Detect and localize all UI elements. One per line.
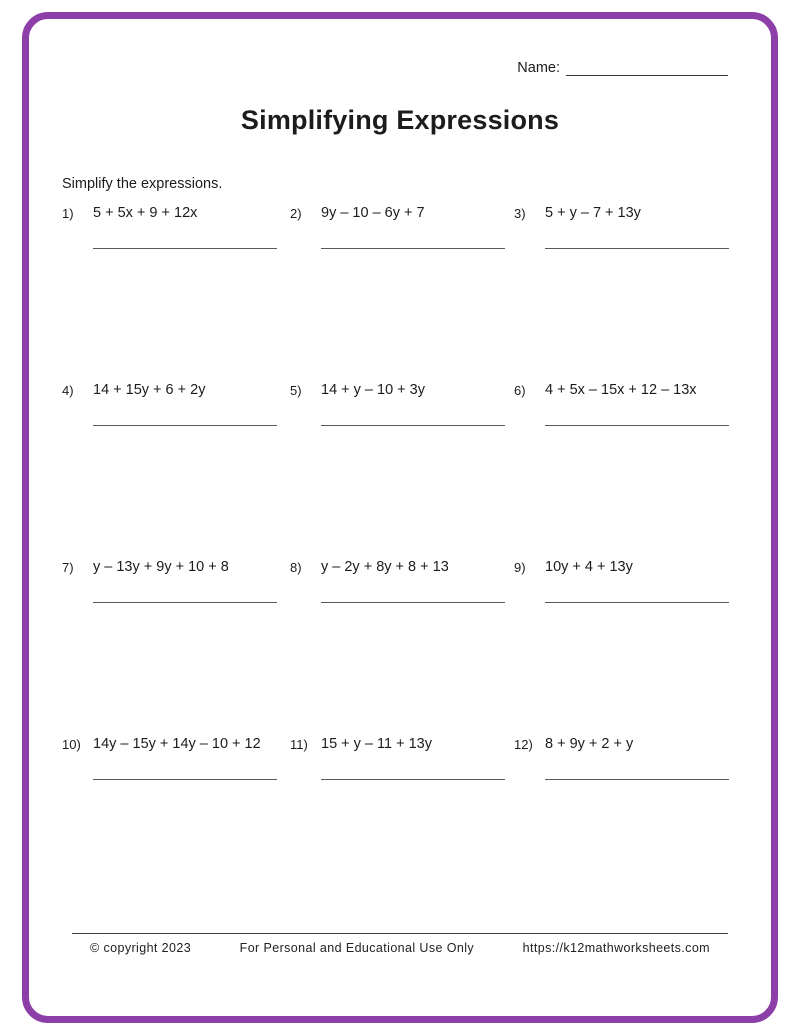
problem-item	[62, 382, 290, 426]
problem-line	[514, 559, 738, 575]
answer-line	[545, 779, 729, 780]
answer-line	[93, 248, 277, 249]
problem-item	[290, 382, 514, 426]
problem-number: 6)	[514, 382, 526, 398]
answer-line	[545, 425, 729, 426]
problem-line	[514, 205, 738, 221]
answer-line	[321, 602, 505, 603]
problem-item	[514, 382, 738, 426]
problem-line	[62, 736, 290, 752]
problem-item	[62, 205, 290, 249]
answer-line	[545, 248, 729, 249]
problem-number: 5)	[290, 382, 302, 398]
problem-number: 7)	[62, 559, 74, 575]
name-line	[566, 61, 728, 76]
answer-line	[321, 248, 505, 249]
problem-line	[290, 382, 514, 398]
problem-line	[290, 559, 514, 575]
name-row	[517, 60, 728, 76]
footer-copyright: © copyright 2023	[90, 941, 192, 955]
problem-number: 4)	[62, 382, 74, 398]
problem-item	[62, 736, 290, 780]
problem-expression: 8 + 9y + 2 + y	[545, 736, 634, 752]
problem-expression: 15 + y – 11 + 13y	[321, 736, 432, 752]
problem-item	[514, 205, 738, 249]
answer-line	[93, 425, 277, 426]
worksheet-content	[40, 30, 760, 1005]
problems-grid	[62, 205, 738, 780]
problem-line	[290, 736, 514, 752]
page-title: Simplifying Expressions	[240, 105, 560, 135]
instructions: Simplify the expressions.	[62, 176, 223, 192]
problem-number: 9)	[514, 559, 526, 575]
problem-number: 10)	[62, 736, 81, 752]
footer-usage: For Personal and Educational Use Only	[239, 941, 475, 955]
answer-line	[93, 779, 277, 780]
problem-expression: 5 + y – 7 + 13y	[545, 205, 641, 221]
problem-line	[514, 382, 738, 398]
problem-expression: 14y – 15y + 14y – 10 + 12	[93, 736, 261, 752]
problem-number: 1)	[62, 205, 74, 221]
problem-item	[290, 559, 514, 603]
problem-line	[62, 559, 290, 575]
problem-item	[514, 559, 738, 603]
problem-line	[290, 205, 514, 221]
problem-number: 12)	[514, 736, 533, 752]
problem-expression: y – 13y + 9y + 10 + 8	[93, 559, 229, 575]
problem-expression: 4 + 5x – 15x + 12 – 13x	[545, 382, 697, 398]
name-label: Name:	[517, 60, 560, 76]
footer-url: https://k12mathworksheets.com	[522, 941, 710, 955]
problem-expression: y – 2y + 8y + 8 + 13	[321, 559, 449, 575]
page-footer	[72, 933, 728, 955]
problem-line	[514, 736, 738, 752]
problem-line	[62, 382, 290, 398]
answer-line	[321, 779, 505, 780]
problem-number: 8)	[290, 559, 302, 575]
answer-line	[545, 602, 729, 603]
problem-item	[514, 736, 738, 780]
problem-number: 3)	[514, 205, 526, 221]
problem-number: 11)	[290, 736, 308, 752]
answer-line	[321, 425, 505, 426]
problem-expression: 5 + 5x + 9 + 12x	[93, 205, 198, 221]
problem-expression: 14 + y – 10 + 3y	[321, 382, 425, 398]
problem-item	[62, 559, 290, 603]
footer-row	[72, 934, 728, 955]
problem-number: 2)	[290, 205, 302, 221]
problem-expression: 9y – 10 – 6y + 7	[321, 205, 425, 221]
problem-expression: 10y + 4 + 13y	[545, 559, 633, 575]
problem-item	[290, 736, 514, 780]
problem-line	[62, 205, 290, 221]
answer-line	[93, 602, 277, 603]
problem-item	[290, 205, 514, 249]
problem-expression: 14 + 15y + 6 + 2y	[93, 382, 206, 398]
